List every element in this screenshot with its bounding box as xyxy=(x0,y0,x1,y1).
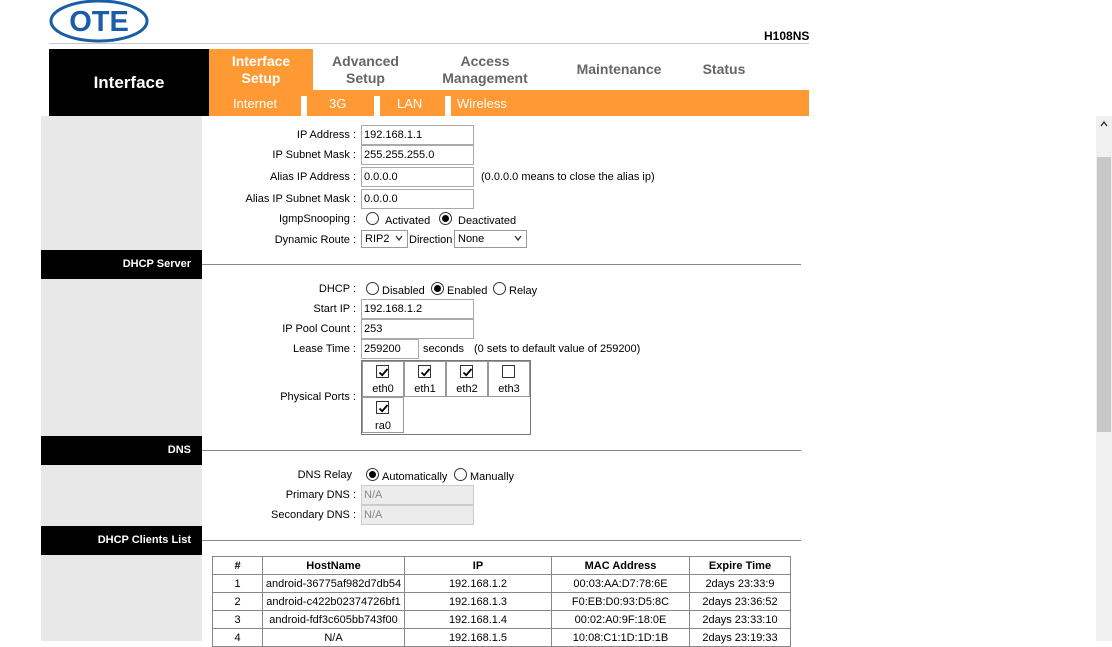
check-icon xyxy=(419,366,432,379)
port-eth3-label: eth3 xyxy=(498,383,520,395)
tab-access-management[interactable]: Access Management xyxy=(442,52,528,86)
vertical-scrollbar[interactable] xyxy=(1096,116,1112,641)
igmp-activated-label: Activated xyxy=(385,215,431,227)
subtab-internet[interactable]: Internet xyxy=(233,96,278,111)
direction-label: Direction xyxy=(409,234,453,246)
dhcp-enabled-radio[interactable] xyxy=(431,282,444,295)
alias-ip-note: (0.0.0.0 means to close the alias ip) xyxy=(481,171,655,183)
column-header: MAC Address xyxy=(552,557,690,575)
port-eth1-checkbox[interactable] xyxy=(418,365,431,378)
model-name: H108NS xyxy=(764,29,810,43)
port-eth0-checkbox[interactable] xyxy=(376,365,389,378)
table-cell: 192.168.1.2 xyxy=(405,575,552,593)
subnet-mask-label: IP Subnet Mask : xyxy=(272,149,356,161)
logo-text: OTE xyxy=(69,6,129,38)
table-cell: 2days 23:36:52 xyxy=(690,593,791,611)
dhcp-relay-radio[interactable] xyxy=(493,282,506,295)
alias-ip-label: Alias IP Address : xyxy=(269,171,356,183)
section-divider xyxy=(202,450,801,451)
table-cell: 00:02:A0:9F:18:0E xyxy=(552,611,690,629)
dhcp-disabled-label: Disabled xyxy=(382,285,425,297)
header-divider xyxy=(49,43,809,44)
port-eth1-label: eth1 xyxy=(414,383,436,395)
igmp-activated-radio[interactable] xyxy=(366,212,379,225)
physical-ports-grid xyxy=(361,360,531,435)
chevron-down-icon xyxy=(395,234,403,242)
check-icon xyxy=(377,402,390,415)
dynamic-route-value: RIP2 xyxy=(365,233,390,245)
sub-nav xyxy=(209,90,809,116)
direction-value: None xyxy=(458,233,485,245)
lease-time-note: (0 sets to default value of 259200) xyxy=(474,343,641,355)
table-header-row xyxy=(213,557,791,575)
dhcp-clients-heading: DHCP Clients List xyxy=(41,526,202,555)
dns-auto-label: Automatically xyxy=(382,471,448,483)
table-cell: F0:EB:D0:93:D5:8C xyxy=(552,593,690,611)
alias-mask-input[interactable]: 0.0.0.0 xyxy=(361,189,474,209)
physical-ports-label: Physical Ports : xyxy=(280,391,356,403)
dns-heading: DNS xyxy=(41,436,202,465)
secondary-dns-input[interactable]: N/A xyxy=(361,505,474,525)
table-row xyxy=(213,629,791,647)
table-cell: 192.168.1.5 xyxy=(405,629,552,647)
subtab-separator xyxy=(301,96,307,116)
pool-count-label: IP Pool Count : xyxy=(282,323,356,335)
igmp-label: IgmpSnooping : xyxy=(278,213,356,225)
table-cell: 10:08:C1:1D:1D:1B xyxy=(552,629,690,647)
subtab-3g[interactable]: 3G xyxy=(329,96,347,111)
chevron-up-icon[interactable] xyxy=(1099,119,1109,129)
dynamic-route-label: Dynamic Route : xyxy=(274,234,356,246)
table-cell: android-36775af982d7db54 xyxy=(263,575,405,593)
ote-logo xyxy=(48,0,150,44)
section-title: Interface xyxy=(49,49,209,116)
secondary-dns-label: Secondary DNS : xyxy=(271,509,356,521)
dns-auto-radio[interactable] xyxy=(366,468,379,481)
table-row xyxy=(213,575,791,593)
port-ra0-checkbox[interactable] xyxy=(376,401,389,414)
check-icon xyxy=(461,366,474,379)
table-cell: N/A xyxy=(263,629,405,647)
port-eth0-label: eth0 xyxy=(372,383,394,395)
subtab-wireless[interactable]: Wireless xyxy=(457,96,507,111)
alias-mask-label: Alias IP Subnet Mask : xyxy=(245,193,356,205)
dns-relay-label: DNS Relay xyxy=(297,469,352,481)
start-ip-label: Start IP : xyxy=(313,303,356,315)
dns-manual-label: Manually xyxy=(470,471,515,483)
column-header: HostName xyxy=(263,557,405,575)
scrollbar-thumb[interactable] xyxy=(1097,157,1111,432)
pool-count-input[interactable]: 253 xyxy=(361,319,474,339)
subtab-separator xyxy=(445,96,451,116)
direction-select[interactable] xyxy=(454,230,527,248)
table-cell: 2 xyxy=(213,593,263,611)
port-eth2-checkbox[interactable] xyxy=(460,365,473,378)
table-cell: 192.168.1.3 xyxy=(405,593,552,611)
lease-time-input[interactable]: 259200 xyxy=(361,339,419,359)
chevron-down-icon xyxy=(514,234,522,242)
subtab-lan[interactable]: LAN xyxy=(397,96,423,111)
dhcp-clients-table xyxy=(212,556,791,647)
table-cell: 4 xyxy=(213,629,263,647)
table-cell: android-c422b02374726bf1 xyxy=(263,593,405,611)
ip-address-label: IP Address : xyxy=(296,129,356,141)
section-divider xyxy=(202,540,801,541)
port-eth2-label: eth2 xyxy=(456,383,478,395)
igmp-deactivated-radio[interactable] xyxy=(439,212,452,225)
table-cell: 192.168.1.4 xyxy=(405,611,552,629)
tab-maintenance[interactable]: Maintenance xyxy=(576,61,662,77)
ip-address-input[interactable]: 192.168.1.1 xyxy=(361,125,474,145)
alias-ip-input[interactable]: 0.0.0.0 xyxy=(361,167,474,187)
table-cell: 00:03:AA:D7:78:6E xyxy=(552,575,690,593)
column-header: # xyxy=(213,557,263,575)
igmp-deactivated-label: Deactivated xyxy=(458,215,517,227)
dns-manual-radio[interactable] xyxy=(454,468,467,481)
dynamic-route-select[interactable] xyxy=(361,230,408,248)
table-cell: 2days 23:33:9 xyxy=(690,575,791,593)
table-cell: 2days 23:33:10 xyxy=(690,611,791,629)
dhcp-server-heading: DHCP Server xyxy=(41,250,202,279)
check-icon xyxy=(377,366,390,379)
table-row xyxy=(213,593,791,611)
table-cell: 2days 23:19:33 xyxy=(690,629,791,647)
tab-advanced-setup[interactable]: Advanced Setup xyxy=(332,52,399,86)
dhcp-label: DHCP : xyxy=(318,283,356,295)
lease-time-label: Lease Time : xyxy=(293,343,356,355)
tab-interface-setup[interactable]: Interface Setup xyxy=(209,49,313,90)
column-header: Expire Time xyxy=(690,557,791,575)
start-ip-input[interactable]: 192.168.1.2 xyxy=(361,299,474,319)
section-divider xyxy=(202,264,801,265)
column-header: IP xyxy=(405,557,552,575)
dhcp-relay-label: Relay xyxy=(509,285,538,297)
dhcp-enabled-label: Enabled xyxy=(447,285,488,297)
table-cell: 1 xyxy=(213,575,263,593)
left-column xyxy=(41,116,202,641)
primary-dns-label: Primary DNS : xyxy=(285,489,356,501)
dhcp-disabled-radio[interactable] xyxy=(366,282,379,295)
table-row xyxy=(213,611,791,629)
port-eth3-checkbox[interactable] xyxy=(502,365,515,378)
primary-dns-input[interactable]: N/A xyxy=(361,485,474,505)
main-nav xyxy=(209,49,809,90)
tab-status[interactable]: Status xyxy=(702,61,746,77)
subtab-separator xyxy=(374,96,380,116)
lease-time-unit: seconds xyxy=(423,343,464,355)
subnet-mask-input[interactable]: 255.255.255.0 xyxy=(361,145,474,165)
table-cell: 3 xyxy=(213,611,263,629)
table-cell: android-fdf3c605bb743f00 xyxy=(263,611,405,629)
port-ra0-label: ra0 xyxy=(375,420,391,432)
